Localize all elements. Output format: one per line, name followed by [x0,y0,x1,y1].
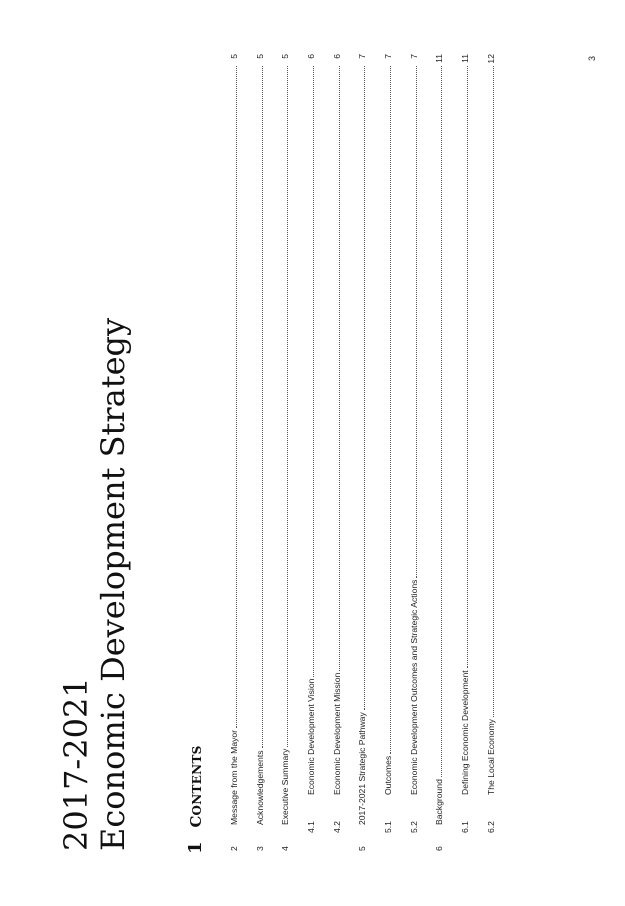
toc-entry-label: Acknowledgements [255,750,265,825]
toc-dot-leader [466,66,468,668]
toc-entry[interactable] [430,54,444,851]
toc-entry-page: 6 [332,54,342,59]
toc-dot-leader [286,66,288,747]
toc-entry-number: 6.2 [486,821,496,833]
toc-entry-number: 6.1 [460,821,470,833]
toc-entry-number: 6 [434,846,444,851]
toc-entry[interactable] [225,54,239,851]
toc-entry-label: Economic Development Vision [306,678,316,795]
toc-entry-page: 5 [280,54,290,59]
contents-heading [178,745,207,854]
toc-entry-number: 5 [357,846,367,851]
toc-dot-leader [415,66,417,578]
toc-entry[interactable] [379,54,393,851]
toc-entry[interactable] [353,54,367,851]
toc-entry-label: Outcomes [383,755,393,795]
toc-dot-leader [261,66,263,748]
toc-entry[interactable] [456,54,470,851]
toc-entry-page: 7 [357,54,367,59]
toc-dot-leader [235,66,237,728]
contents-heading-lead: C [187,815,205,828]
toc-dot-leader [440,66,442,777]
toc-entry-page: 7 [409,54,419,59]
page-number: 3 [587,55,597,61]
toc-dot-leader [338,66,340,671]
contents-section-number: 1 [185,841,206,854]
toc-entry-label: Executive Summary [280,748,290,825]
toc-entry-label: Message from the Mayor [229,729,239,825]
toc-entry-number: 4.2 [332,821,342,833]
toc-entry-number: 2 [229,846,239,851]
toc-entry-number: 4 [280,846,290,851]
toc-entry[interactable] [328,54,342,851]
toc-dot-leader [389,66,391,754]
toc-entry-number: 5.2 [409,821,419,833]
toc-entry-page: 11 [434,54,444,63]
toc-entry-number: 4.1 [306,821,316,833]
toc-entry-number: 3 [255,846,265,851]
toc-entry-page: 7 [383,54,393,59]
toc-dot-leader [492,66,494,717]
document-title [58,318,132,851]
toc-entry[interactable] [276,54,290,851]
contents-heading-rest: ONTENTS [190,745,204,816]
toc-entry-page: 12 [486,54,496,64]
toc-entry-page: 11 [460,54,470,63]
toc-entry-label: Defining Economic Development [460,670,470,795]
toc-entry-label: The Local Economy [486,719,496,795]
toc-entry[interactable] [302,54,316,851]
toc-dot-leader [312,66,314,677]
title-years: 2017-2021 [57,677,95,851]
toc-entry-page: 5 [255,54,265,59]
toc-dot-leader [363,66,365,710]
toc-entry-number: 5.1 [383,821,393,833]
toc-entry-label: Background [434,779,444,825]
toc-entry[interactable] [251,54,265,851]
toc-entry-label: 2017-2021 Strategic Pathway [357,712,367,825]
title-name: Economic Development Strategy [94,317,132,851]
toc-entry-page: 6 [306,54,316,59]
toc-entry[interactable] [405,54,419,851]
toc-entry-label: Economic Development Mission [332,672,342,795]
toc-entry-page: 5 [229,54,239,59]
toc-entry[interactable] [482,54,496,851]
toc-entry-label: Economic Development Outcomes and Strategic Actions [409,579,419,795]
